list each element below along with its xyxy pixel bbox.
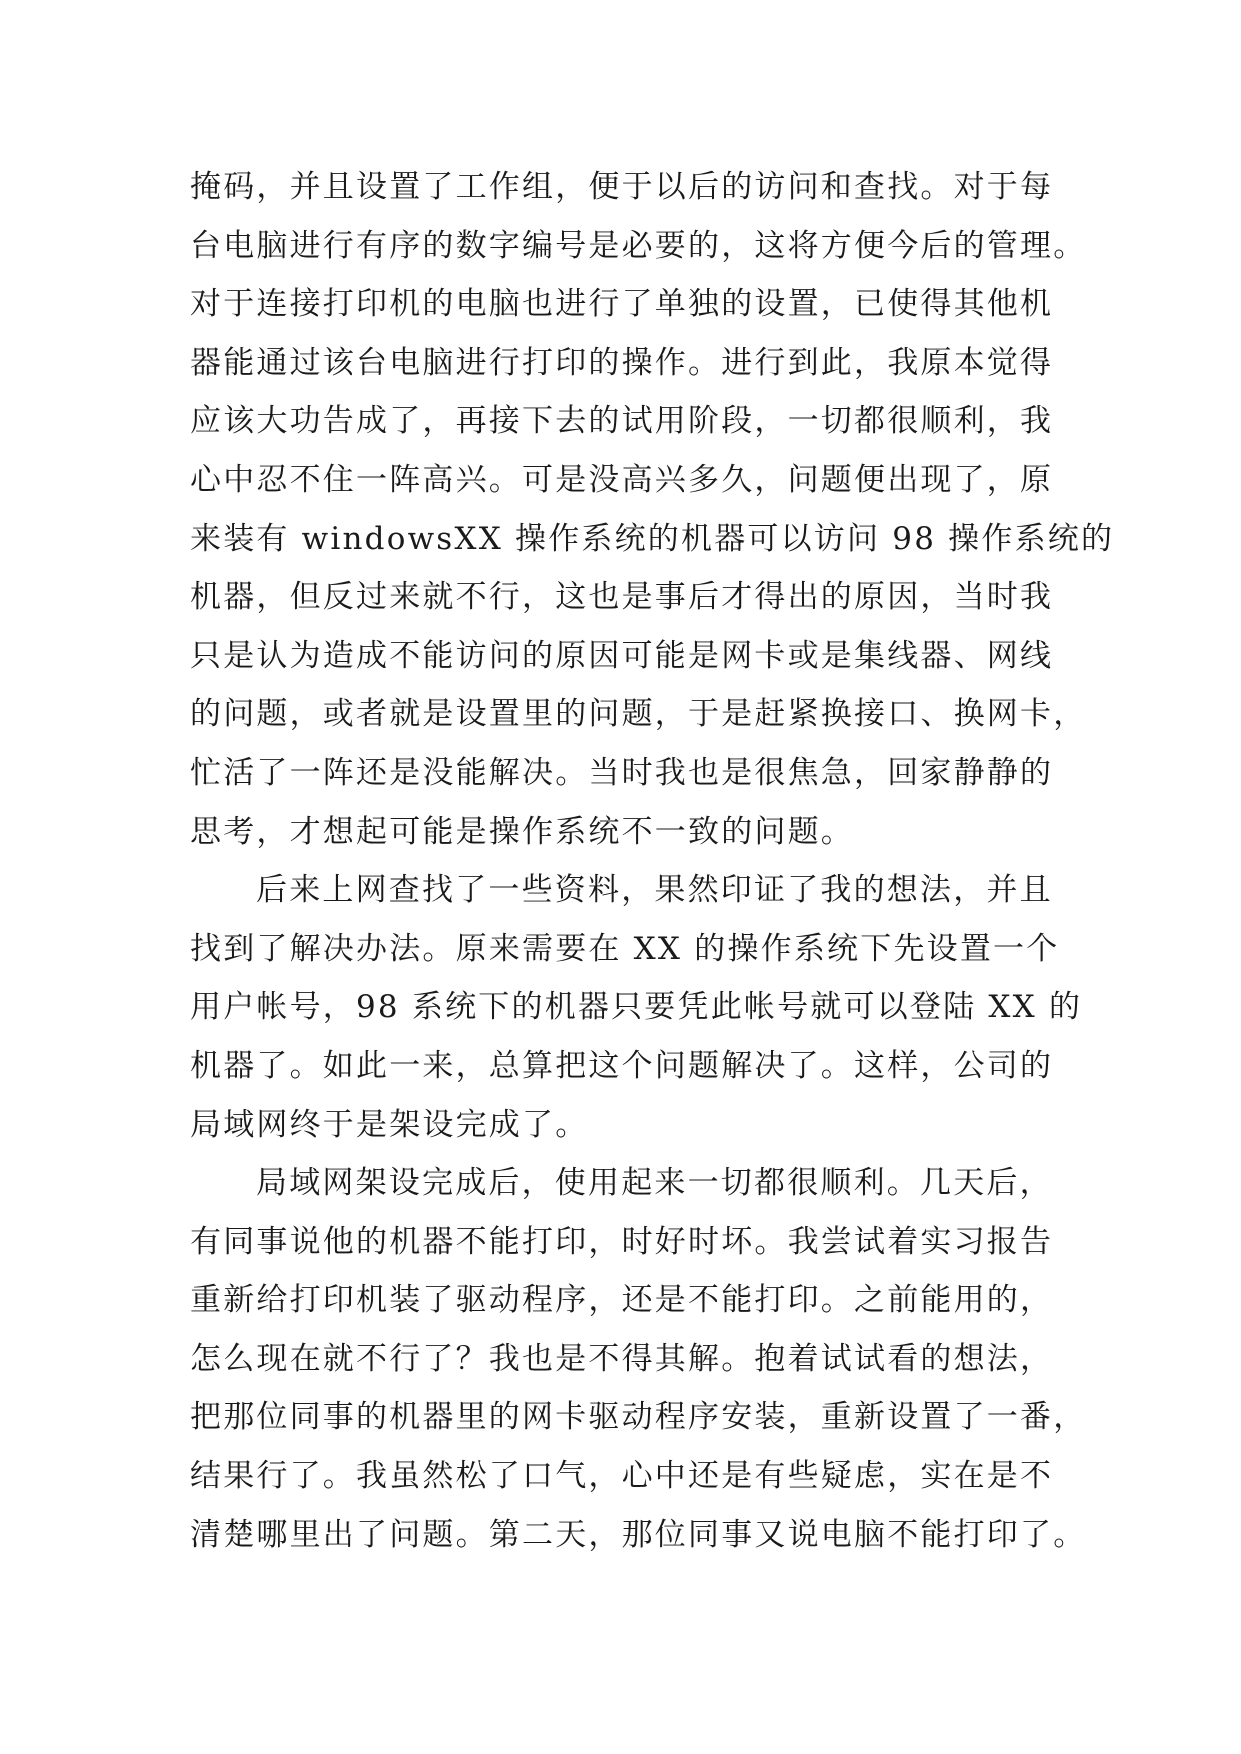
paragraph-first-line: 局域网架设完成后，使用起来一切都很顺利。几天后， [256,1165,1053,1202]
text-line: 机器了。如此一来，总算把这个问题解决了。这样，公司的 [190,1047,1054,1084]
text-line: 把那位同事的机器里的网卡驱动程序安装，重新设置了一番， [190,1399,1087,1436]
text-line: 清楚哪里出了问题。第二天，那位同事又说电脑不能打印了。 [190,1516,1087,1553]
text-line: 怎么现在就不行了？我也是不得其解。抱着试试看的想法， [190,1340,1054,1377]
text-line: 用户帐号，98 系统下的机器只要凭此帐号就可以登陆 XX 的 [190,989,1083,1026]
text-line: 来装有 windowsXX 操作系统的机器可以访问 98 操作系统的 [190,520,1115,557]
paragraph-first-line: 后来上网查找了一些资料，果然印证了我的想法，并且 [256,872,1053,909]
text-line: 掩码，并且设置了工作组，便于以后的访问和查找。对于每 [190,169,1054,205]
text-line: 台电脑进行有序的数字编号是必要的，这将方便今后的管理。 [190,227,1087,264]
text-line: 思考，才想起可能是操作系统不一致的问题。 [190,813,854,850]
text-line: 机器，但反过来就不行，这也是事后才得出的原因，当时我 [190,579,1054,616]
text-line: 器能通过该台电脑进行打印的操作。进行到此，我原本觉得 [190,344,1054,381]
text-line: 心中忍不住一阵高兴。可是没高兴多久，问题便出现了，原 [190,461,1054,498]
text-line: 结果行了。我虽然松了口气，心中还是有些疑虑，实在是不 [190,1458,1054,1495]
text-line: 只是认为造成不能访问的原因可能是网卡或是集线器、网线 [190,637,1054,674]
text-line: 局域网终于是架设完成了。 [190,1106,589,1143]
text-line: 有同事说他的机器不能打印，时好时坏。我尝试着实习报告 [190,1223,1054,1260]
text-line: 忙活了一阵还是没能解决。当时我也是很焦急，回家静静的 [190,754,1054,791]
text-line: 应该大功告成了，再接下去的试用阶段，一切都很顺利，我 [190,403,1054,440]
text-line: 重新给打印机装了驱动程序，还是不能打印。之前能用的， [190,1282,1054,1319]
body-text [190,158,1115,1564]
text-line: 找到了解决办法。原来需要在 XX 的操作系统下先设置一个 [190,930,1060,967]
text-line: 对于连接打印机的电脑也进行了单独的设置，已使得其他机 [190,286,1054,323]
text-line: 的问题，或者就是设置里的问题，于是赶紧换接口、换网卡， [190,696,1087,733]
